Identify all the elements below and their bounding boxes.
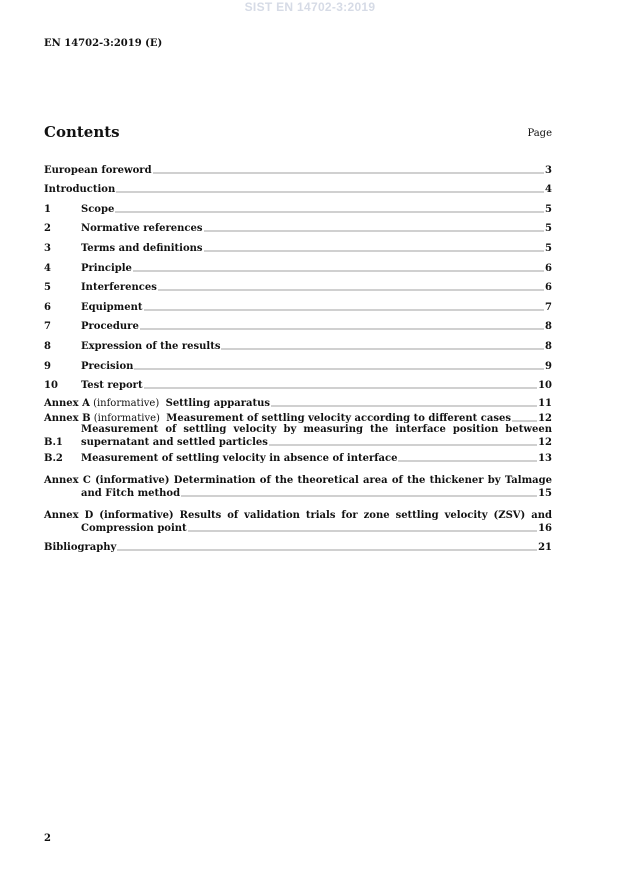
toc-entry-title: Expression of the results: [81, 340, 221, 352]
clause-number: 8: [44, 340, 51, 352]
leader-dots: [144, 387, 538, 389]
annex-type: (informative): [99, 510, 174, 522]
toc-entry-clause-9[interactable]: [44, 353, 552, 373]
toc-entry-page: 10: [538, 380, 552, 392]
toc-entry-title: Scope: [81, 203, 115, 215]
toc-entry-clause-5[interactable]: [44, 275, 552, 295]
clause-number: 1: [44, 203, 51, 215]
toc-entry-title: Settling apparatus: [165, 398, 270, 410]
annex-label: Annex B: [44, 413, 91, 425]
leader-dots: [204, 250, 545, 252]
toc-entry-title: Procedure: [81, 321, 139, 333]
toc-entry-page: 9: [545, 360, 552, 372]
page-number: 2: [44, 833, 51, 844]
clause-number: 4: [44, 262, 51, 274]
clause-number: 3: [44, 242, 51, 254]
toc-entry-page: 16: [538, 523, 552, 535]
leader-dots: [153, 172, 544, 174]
leader-dots: [221, 348, 544, 350]
toc-entry-title: Bibliography: [44, 542, 117, 554]
toc-entry-title: Introduction: [44, 184, 116, 196]
leader-dots: [269, 444, 537, 446]
toc-entry-foreword[interactable]: [44, 157, 552, 177]
toc-entry-title: Normative references: [81, 223, 203, 235]
clause-number: 7: [44, 321, 51, 333]
clause-number: 5: [44, 282, 51, 294]
toc-entry-page: 12: [538, 413, 552, 425]
toc-entry-clause-6[interactable]: [44, 294, 552, 314]
toc-entry-page: 12: [538, 437, 552, 449]
clause-number: 6: [44, 301, 51, 313]
toc-entry-page: 13: [538, 453, 552, 465]
toc-entry-annex-c[interactable]: [44, 465, 552, 500]
toc-entry-title: Equipment: [81, 301, 143, 313]
toc-entry-title: Measurement of settling velocity in absence of interface: [81, 453, 398, 465]
toc-entry-title-line2: and Fitch method: [81, 488, 181, 500]
leader-dots: [140, 328, 544, 330]
leader-dots: [134, 368, 544, 370]
toc-entry-title-line2: supernatant and settled particles: [81, 437, 268, 449]
leader-dots: [116, 191, 544, 193]
toc-entry-clause-7[interactable]: [44, 314, 552, 334]
table-of-contents: [44, 157, 552, 554]
toc-entry-page: 5: [545, 223, 552, 235]
annex-type: (informative): [93, 413, 160, 425]
toc-entry-title: Principle: [81, 262, 132, 274]
toc-entry-title: Interferences: [81, 282, 157, 294]
toc-entry-clause-1[interactable]: [44, 196, 552, 216]
toc-entry-page: 8: [545, 321, 552, 333]
toc-entry-clause-4[interactable]: [44, 255, 552, 275]
clause-number: B.1: [44, 437, 63, 449]
toc-entry-title: Test report: [81, 380, 143, 392]
toc-entry-bibliography[interactable]: [44, 535, 552, 554]
toc-entry-page: 15: [538, 488, 552, 500]
toc-entry-title: Measurement of settling velocity according to different cases: [166, 413, 511, 425]
toc-entry-annex-a[interactable]: [44, 392, 552, 410]
toc-entry-page: 7: [545, 301, 552, 313]
toc-entry-annex-d[interactable]: [44, 500, 552, 535]
toc-entry-page: 4: [545, 184, 552, 196]
toc-entry-page: 5: [545, 242, 552, 254]
annex-type: (informative): [93, 398, 160, 410]
leader-dots: [271, 405, 537, 407]
toc-entry-clause-2[interactable]: [44, 216, 552, 236]
leader-dots: [398, 460, 537, 462]
annex-label: Annex A: [44, 398, 90, 410]
annex-label: Annex C: [44, 475, 91, 487]
toc-entry-title-line1: Measurement of settling velocity by measuring the interface position between: [81, 424, 552, 436]
toc-entry-title: European foreword: [44, 164, 152, 176]
toc-entry-page: 6: [545, 262, 552, 274]
document-id: EN 14702-3:2019 (E): [44, 38, 163, 49]
toc-entry-title-line1: Results of validation trials for zone settling velocity (ZSV) and: [179, 510, 552, 522]
toc-entry-page: 11: [538, 398, 552, 410]
leader-dots: [188, 530, 537, 532]
leader-dots: [181, 495, 537, 497]
toc-entry-clause-3[interactable]: [44, 235, 552, 255]
page-column-label: Page: [527, 128, 552, 139]
leader-dots: [158, 289, 544, 291]
toc-entry-page: 3: [545, 164, 552, 176]
clause-number: B.2: [44, 453, 63, 465]
leader-dots: [115, 211, 544, 213]
toc-entry-title-line1: Determination of the theoretical area of the thickener by Talmage: [173, 475, 553, 487]
toc-entry-clause-8[interactable]: [44, 333, 552, 353]
contents-heading: Contents: [44, 123, 120, 141]
annex-type: (informative): [95, 475, 170, 487]
toc-entry-title: Precision: [81, 360, 134, 372]
toc-entry-b2[interactable]: [44, 449, 552, 465]
toc-entry-introduction[interactable]: [44, 177, 552, 197]
clause-number: 9: [44, 360, 51, 372]
toc-entry-title-line2: Compression point: [81, 523, 187, 535]
watermark: SIST EN 14702-3:2019: [244, 0, 376, 14]
leader-dots: [204, 230, 545, 232]
leader-dots: [133, 270, 544, 272]
toc-entry-page: 21: [538, 542, 552, 554]
leader-dots: [512, 420, 537, 422]
leader-dots: [117, 549, 537, 551]
toc-entry-page: 6: [545, 282, 552, 294]
toc-entry-page: 8: [545, 340, 552, 352]
leader-dots: [144, 309, 545, 311]
toc-entry-clause-10[interactable]: [44, 373, 552, 393]
toc-entry-b1[interactable]: [44, 425, 552, 449]
clause-number: 2: [44, 223, 51, 235]
clause-number: 10: [44, 380, 58, 392]
toc-entry-page: 5: [545, 203, 552, 215]
toc-entry-title: Terms and definitions: [81, 242, 203, 254]
annex-label: Annex D: [44, 510, 94, 522]
